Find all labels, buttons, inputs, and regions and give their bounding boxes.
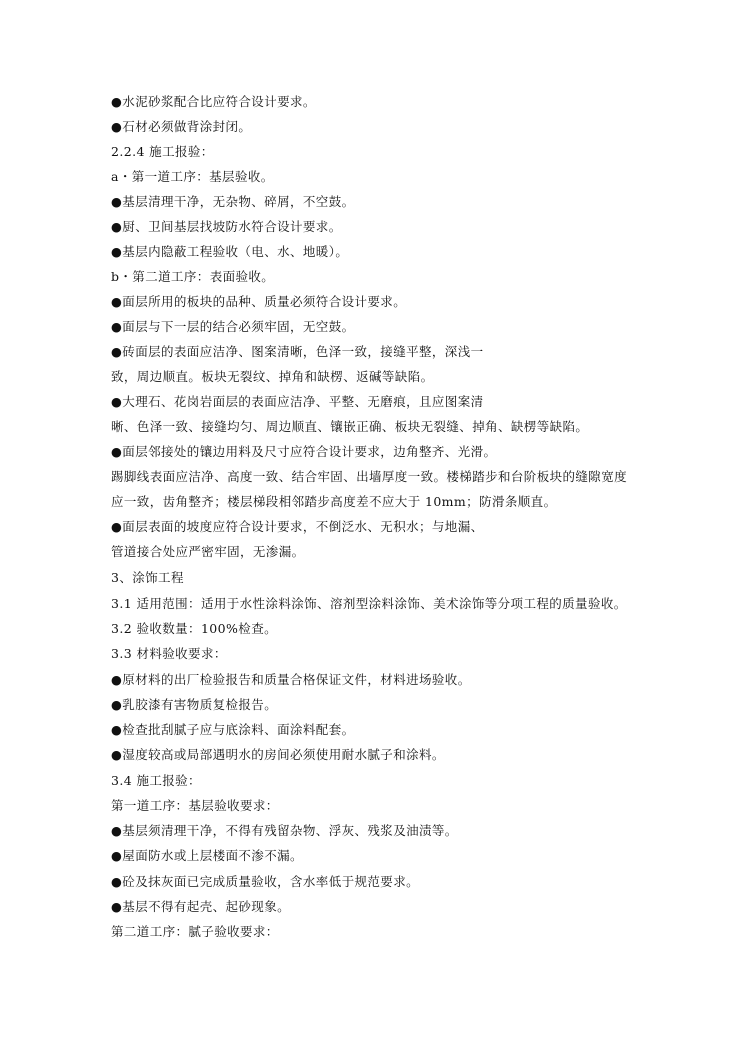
text-line: 第一道工序：基层验收要求： — [111, 798, 279, 813]
text-line: 应一致，齿角整齐；楼层梯段相邻踏步高度差不应大于 10mm；防滑条顺直。 — [111, 494, 557, 509]
text-line: 3.1 适用范围：适用于水性涂料涂饰、溶剂型涂料涂饰、美术涂饰等分项工程的质量验收。 — [111, 596, 627, 611]
text-line: ●屋面防水或上层楼面不渗不漏。 — [111, 848, 303, 863]
text-line: b・第二道工序：表面验收。 — [111, 269, 275, 284]
text-line: 致，周边顺直。板块无裂纹、掉角和缺楞、返碱等缺陷。 — [111, 369, 434, 384]
text-line: 第二道工序：腻子验收要求： — [111, 924, 279, 939]
section-heading: 2.2.4 施工报验： — [111, 144, 214, 159]
text-line: ●石材必须做背涂封闭。 — [111, 119, 252, 134]
text-line: 晰、色泽一致、接缝均匀、周边顺直、镶嵌正确、板块无裂缝、掉角、缺楞等缺陷。 — [111, 419, 589, 434]
text-line: ●基层内隐蔽工程验收（电、水、地暖）。 — [111, 244, 349, 259]
text-line: 踢脚线表面应洁净、高度一致、结合牢固、出墙厚度一致。楼梯踏步和台阶板块的缝隙宽度 — [111, 469, 628, 484]
text-line: ●基层清理干净，无杂物、碎屑，不空鼓。 — [111, 194, 355, 209]
text-line: a・第一道工序：基层验收。 — [111, 169, 274, 184]
text-line: 管道接合处应严密牢固，无渗漏。 — [111, 544, 305, 559]
text-line: ●乳胶漆有害物质复检报告。 — [111, 697, 278, 712]
text-line: ●面层所用的板块的品种、质量必须符合设计要求。 — [111, 294, 407, 309]
text-line: ●原材料的出厂检验报告和质量合格保证文件，材料进场验收。 — [111, 672, 471, 687]
text-line: 3.2 验收数量：100%检查。 — [111, 621, 277, 636]
section-heading: 3.3 材料验收要求： — [111, 646, 227, 661]
text-line: ●湿度较高或局部遇明水的房间必须使用耐水腻子和涂料。 — [111, 747, 445, 762]
text-line: ●厨、卫间基层找坡防水符合设计要求。 — [111, 219, 342, 234]
text-line: ●面层邻接处的镶边用料及尺寸应符合设计要求，边角整齐、光滑。 — [111, 444, 497, 459]
text-line: ●砖面层的表面应洁净、图案清晰，色泽一致，接缝平整，深浅一 — [111, 344, 484, 359]
section-heading: 3.4 施工报验： — [111, 773, 201, 788]
text-line: ●基层不得有起壳、起砂现象。 — [111, 899, 291, 914]
text-line: ●面层与下一层的结合必须牢固，无空鼓。 — [111, 319, 355, 334]
text-line: ●检查批刮腻子应与底涂料、面涂料配套。 — [111, 722, 355, 737]
text-line: ●大理石、花岗岩面层的表面应洁净、平整、无磨痕，且应图案清 — [111, 394, 484, 409]
section-heading: 3、涂饰工程 — [111, 570, 184, 585]
text-line: ●面层表面的坡度应符合设计要求，不倒泛水、无积水；与地漏、 — [111, 519, 484, 534]
text-line: ●砼及抹灰面已完成质量验收，含水率低于规范要求。 — [111, 874, 420, 889]
text-line: ●基层须清理干净，不得有残留杂物、浮灰、残浆及油渍等。 — [111, 823, 458, 838]
text-line: ●水泥砂浆配合比应符合设计要求。 — [111, 94, 316, 109]
